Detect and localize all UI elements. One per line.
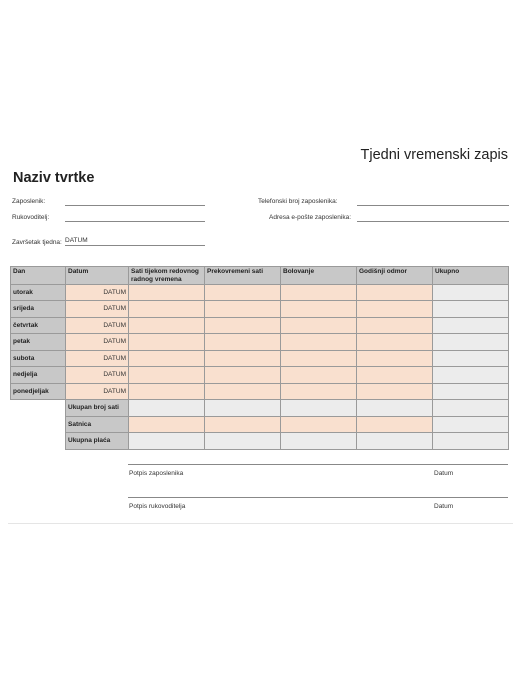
overtime-cell[interactable] xyxy=(205,383,281,400)
total-cell xyxy=(433,367,509,384)
header-vacation: Godišnji odmor xyxy=(357,267,433,285)
regular-hours-cell[interactable] xyxy=(129,284,205,301)
total-cell xyxy=(433,301,509,318)
total-cell xyxy=(433,350,509,367)
regular-hours-cell[interactable] xyxy=(129,367,205,384)
email-field[interactable] xyxy=(357,213,509,222)
company-name[interactable]: Naziv tvrtke xyxy=(13,170,95,186)
vacation-cell[interactable] xyxy=(357,284,433,301)
document-title: Tjedni vremenski zapis xyxy=(360,147,508,163)
table-row xyxy=(11,383,509,400)
table-row xyxy=(11,367,509,384)
header-overtime: Prekovremeni sati xyxy=(205,267,281,285)
sick-cell[interactable] xyxy=(281,367,357,384)
date-cell[interactable]: DATUM xyxy=(66,301,129,318)
regular-hours-cell[interactable] xyxy=(129,334,205,351)
date-cell[interactable]: DATUM xyxy=(66,350,129,367)
summary-row-total-hours xyxy=(11,400,509,417)
total-overtime-cell xyxy=(205,400,281,417)
total-vacation-cell xyxy=(357,400,433,417)
summary-row-rate xyxy=(11,416,509,433)
regular-hours-cell[interactable] xyxy=(129,301,205,318)
rate-sick-cell[interactable] xyxy=(281,416,357,433)
grand-total-hours-cell xyxy=(433,400,509,417)
table-row xyxy=(11,284,509,301)
regular-hours-cell[interactable] xyxy=(129,383,205,400)
week-end-value: DATUM xyxy=(65,237,88,244)
vacation-cell[interactable] xyxy=(357,350,433,367)
total-cell xyxy=(433,284,509,301)
pay-sick-cell xyxy=(281,433,357,450)
total-cell xyxy=(433,334,509,351)
day-cell: nedjelja xyxy=(11,367,66,384)
table-row xyxy=(11,334,509,351)
manager-signature-label: Potpis rukovoditelja xyxy=(129,503,186,510)
phone-field[interactable] xyxy=(357,197,509,206)
sick-cell[interactable] xyxy=(281,284,357,301)
week-end-label: Završetak tjedna: xyxy=(12,239,62,246)
rate-vacation-cell[interactable] xyxy=(357,416,433,433)
employee-field[interactable] xyxy=(65,197,205,206)
manager-date-label: Datum xyxy=(434,503,454,510)
pay-regular-cell xyxy=(129,433,205,450)
sick-cell[interactable] xyxy=(281,334,357,351)
rate-total-cell xyxy=(433,416,509,433)
rate-label: Satnica xyxy=(66,416,129,433)
regular-hours-cell[interactable] xyxy=(129,317,205,334)
table-row xyxy=(11,317,509,334)
header-total: Ukupno xyxy=(433,267,509,285)
vacation-cell[interactable] xyxy=(357,301,433,318)
vacation-cell[interactable] xyxy=(357,367,433,384)
sick-cell[interactable] xyxy=(281,350,357,367)
pay-total-cell xyxy=(433,433,509,450)
day-cell: subota xyxy=(11,350,66,367)
total-pay-label: Ukupna plaća xyxy=(66,433,129,450)
overtime-cell[interactable] xyxy=(205,301,281,318)
manager-label: Rukovoditelj: xyxy=(12,214,50,221)
day-cell: ponedjeljak xyxy=(11,383,66,400)
day-cell: srijeda xyxy=(11,301,66,318)
manager-signature-line[interactable] xyxy=(128,497,508,498)
header-regular-hours: Sati tijekom redovnog radnog vremena xyxy=(129,267,205,285)
vacation-cell[interactable] xyxy=(357,383,433,400)
vacation-cell[interactable] xyxy=(357,334,433,351)
day-cell: četvrtak xyxy=(11,317,66,334)
regular-hours-cell[interactable] xyxy=(129,350,205,367)
overtime-cell[interactable] xyxy=(205,284,281,301)
total-regular-hours-cell xyxy=(129,400,205,417)
sick-cell[interactable] xyxy=(281,301,357,318)
email-label: Adresa e-pošte zaposlenika: xyxy=(269,214,352,221)
week-end-field[interactable] xyxy=(65,237,205,246)
rate-overtime-cell[interactable] xyxy=(205,416,281,433)
employee-signature-label: Potpis zaposlenika xyxy=(129,470,184,477)
total-cell xyxy=(433,383,509,400)
page-divider xyxy=(8,523,513,524)
date-cell[interactable]: DATUM xyxy=(66,367,129,384)
table-row xyxy=(11,350,509,367)
pay-vacation-cell xyxy=(357,433,433,450)
date-cell[interactable]: DATUM xyxy=(66,317,129,334)
employee-date-label: Datum xyxy=(434,470,454,477)
pay-overtime-cell xyxy=(205,433,281,450)
day-cell: utorak xyxy=(11,284,66,301)
date-cell[interactable]: DATUM xyxy=(66,334,129,351)
rate-regular-cell[interactable] xyxy=(129,416,205,433)
sick-cell[interactable] xyxy=(281,317,357,334)
overtime-cell[interactable] xyxy=(205,350,281,367)
day-cell: petak xyxy=(11,334,66,351)
overtime-cell[interactable] xyxy=(205,334,281,351)
vacation-cell[interactable] xyxy=(357,317,433,334)
employee-signature-line[interactable] xyxy=(128,464,508,465)
total-cell xyxy=(433,317,509,334)
summary-row-pay xyxy=(11,433,509,450)
header-date: Datum xyxy=(66,267,129,285)
overtime-cell[interactable] xyxy=(205,367,281,384)
header-sick: Bolovanje xyxy=(281,267,357,285)
sick-cell[interactable] xyxy=(281,383,357,400)
header-day: Dan xyxy=(11,267,66,285)
overtime-cell[interactable] xyxy=(205,317,281,334)
employee-label: Zaposlenik: xyxy=(12,198,46,205)
timesheet-table xyxy=(10,266,509,450)
date-cell[interactable]: DATUM xyxy=(66,383,129,400)
total-hours-label: Ukupan broj sati xyxy=(66,400,129,417)
date-cell[interactable]: DATUM xyxy=(66,284,129,301)
manager-field[interactable] xyxy=(65,213,205,222)
phone-label: Telefonski broj zaposlenika: xyxy=(258,198,338,205)
table-row xyxy=(11,301,509,318)
total-sick-cell xyxy=(281,400,357,417)
